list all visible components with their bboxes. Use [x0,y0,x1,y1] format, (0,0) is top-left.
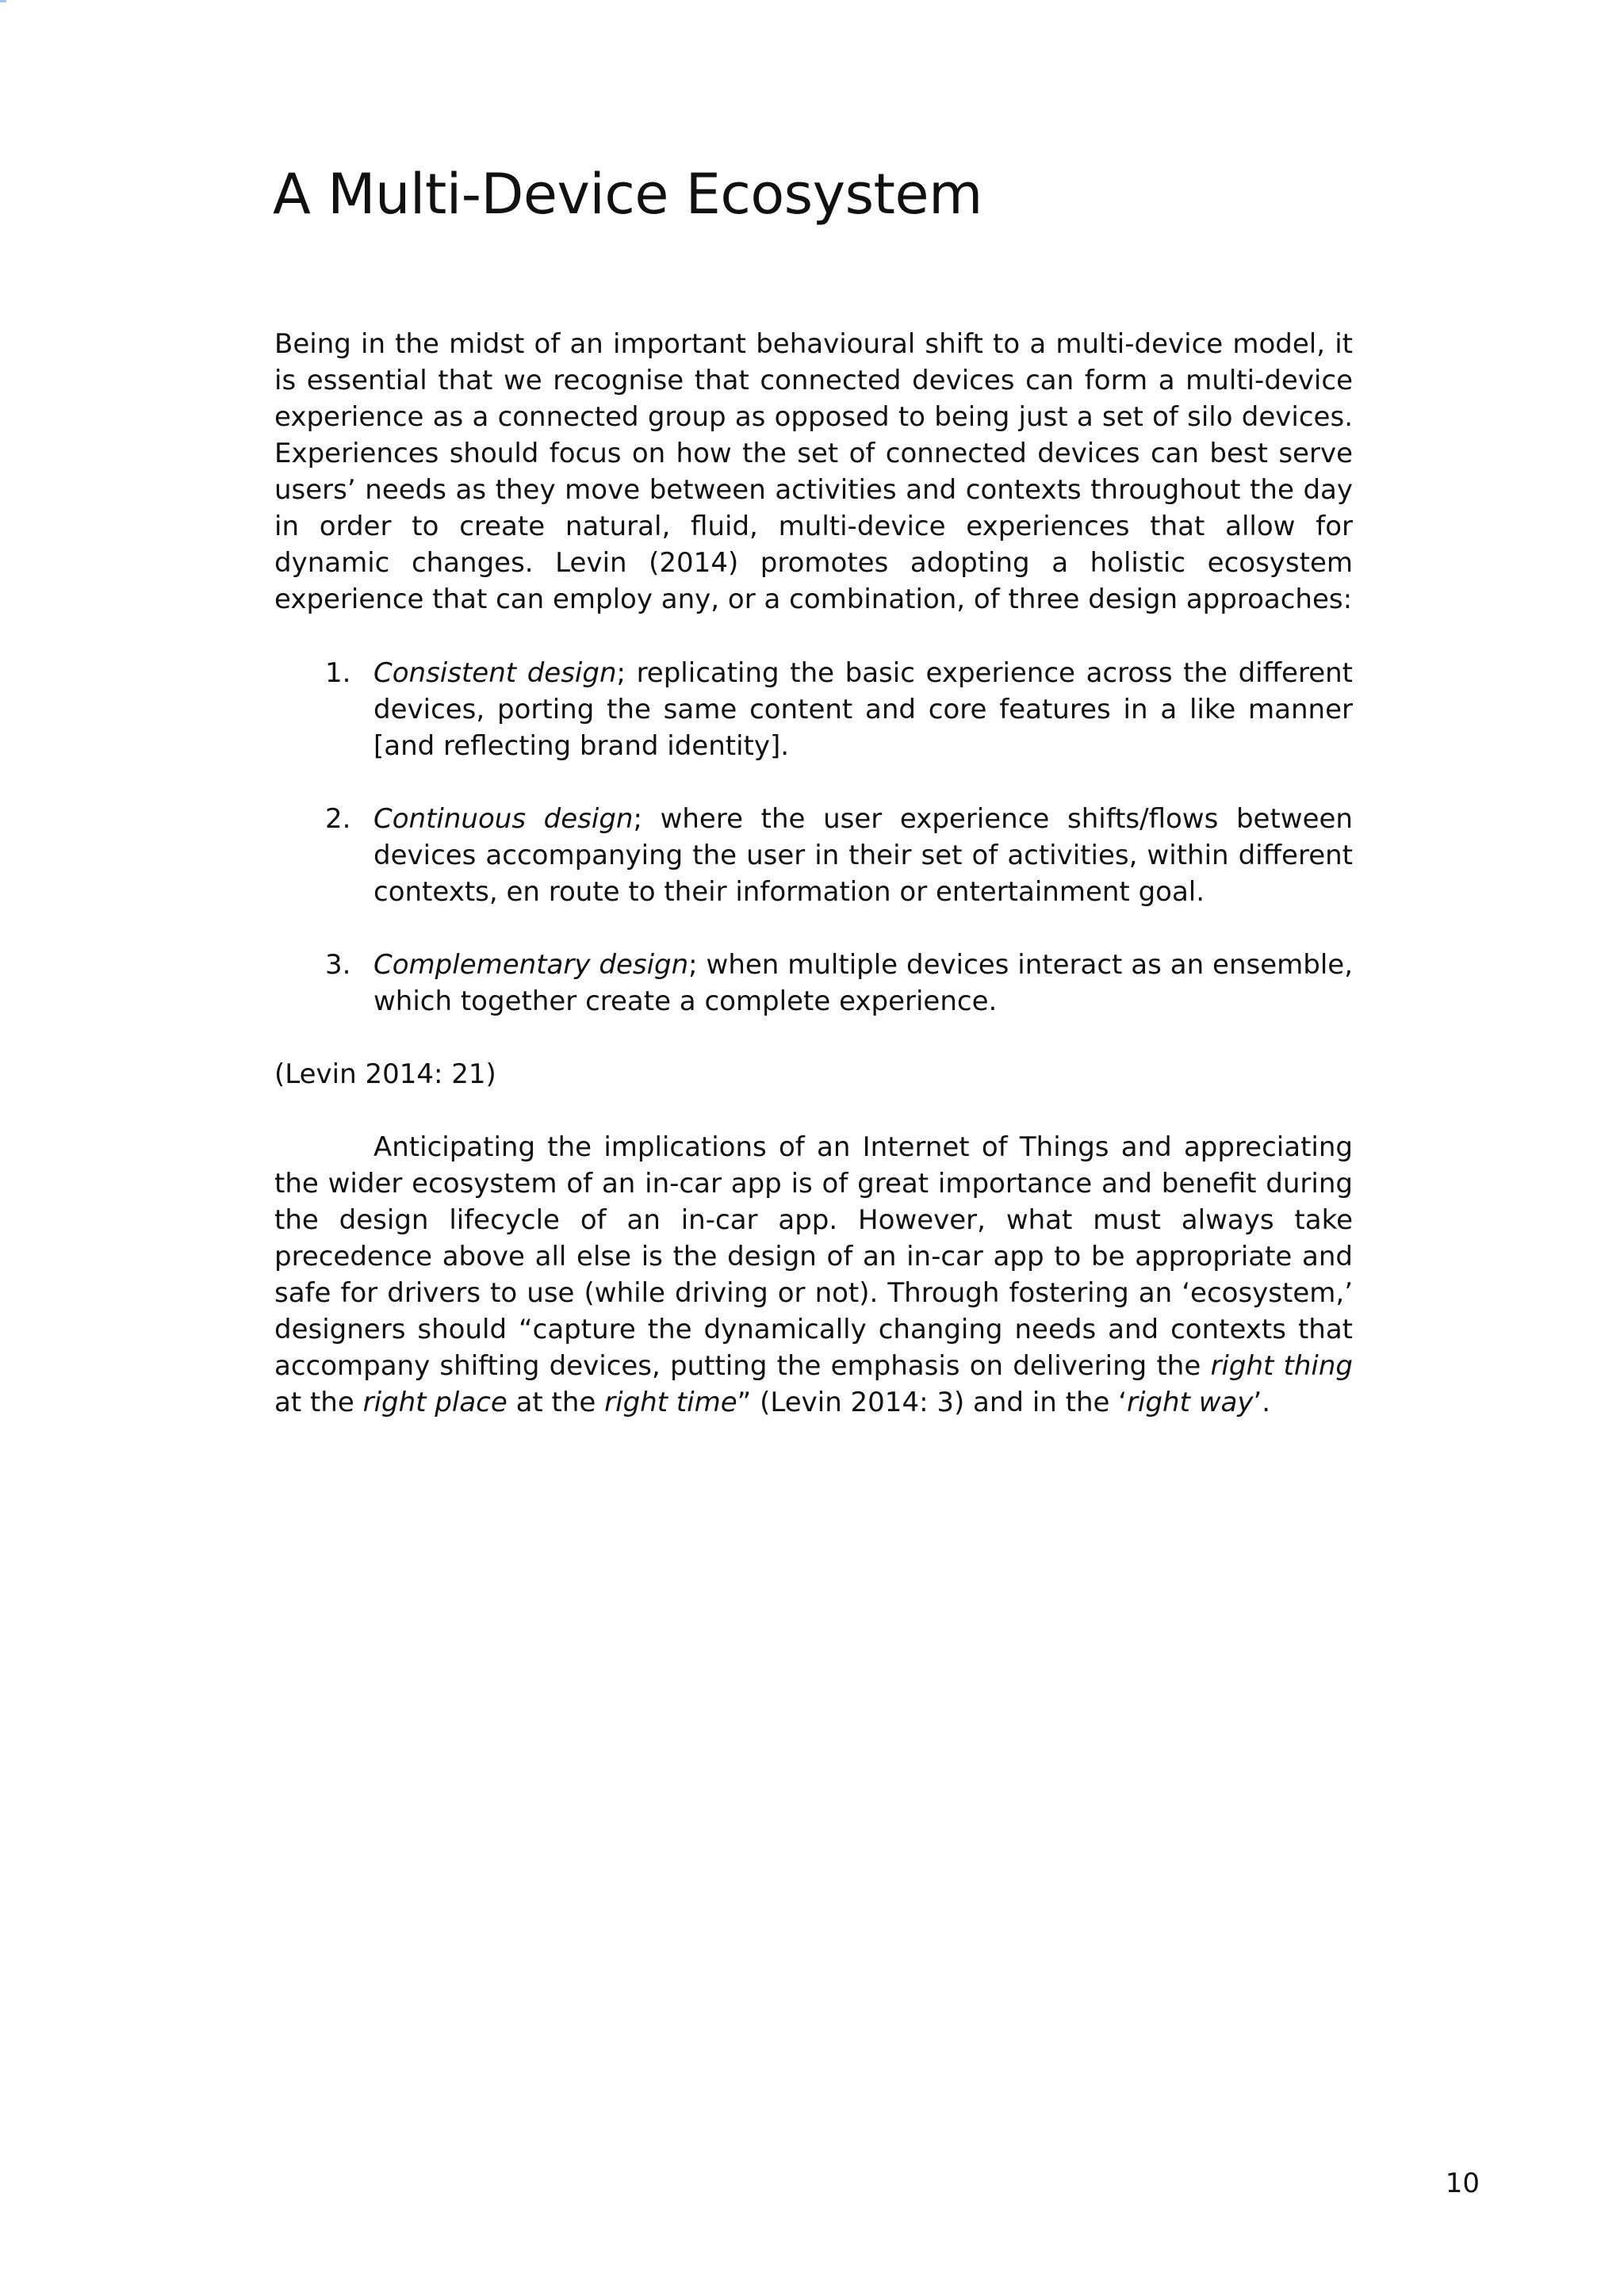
closing-paragraph [274,1129,1353,1421]
list-item [274,655,1353,764]
closing-text-part: at the [507,1387,605,1418]
intro-paragraph: Being in the midst of an important behavioural shift to a multi-device model, it is essential that we recognise that connected devices can form a multi-device experience as a connected group as opposed to being just a set of silo devices. Experiences should focus on how the set of connected devices can best serve users’ needs as they move between activities and contexts throughout the day in order to create natural, fluid, multi-device experiences that allow for dynamic changes. Levin (2014) promotes adopting a holistic ecosystem experience that can employ any, or a combination, of three design approaches: [274,328,1353,615]
emphasis-right-place: right place [362,1387,508,1418]
list-item [274,801,1353,910]
list-item-term: Continuous design [373,803,634,835]
list-item-term: Complementary design [373,949,689,981]
list-item-description: ; where the user experience shifts/flows between devices accompanying the user in their set of activities, within different contexts, en route to their information or entertainment goal. [373,803,1353,908]
list-item-number: 2. [325,803,351,835]
list-item-text [373,655,1353,764]
emphasis-right-thing: right thing [1210,1350,1354,1382]
closing-text-part: ’. [1253,1387,1271,1418]
list-item [274,947,1353,1020]
closing-text-part: at the [274,1387,363,1418]
list-item-number: 1. [325,657,351,689]
page-title: A Multi-Device Ecosystem [273,162,982,227]
corner-mark [0,0,6,2]
emphasis-right-time: right time [604,1387,737,1418]
closing-text-part: Anticipating the implications of an Internet of Things and appreciating the wider ecosystem of an in-car app is of great importance and benefit during the design lifecycle of an in-car app. However, what must always take precedence above all else is the design of an in-car app to be appropriate and safe for drivers to use (while driving or not). Through fostering an ‘ecosystem,’ designers should “capture the dynamically changing needs and contexts that accompany shifting devices, putting the emphasis on delivering the [274,1131,1353,1382]
page-number: 10 [1445,2168,1480,2199]
emphasis-right-way: right way [1127,1387,1254,1418]
list-item-text [373,947,1353,1020]
list-item-number: 3. [325,949,351,981]
list-item-text [373,801,1353,910]
closing-text-part: ” (Levin 2014: 3) and in the ‘ [737,1387,1128,1418]
list-item-description: ; replicating the basic experience across the different devices, porting the same content and core features in a like manner [and reflecting brand identity]. [373,657,1353,762]
citation: (Levin 2014: 21) [274,1058,496,1090]
list-item-description: ; when multiple devices interact as an ensemble, which together create a complete experience. [373,949,1354,1017]
list-item-term: Consistent design [373,657,617,689]
